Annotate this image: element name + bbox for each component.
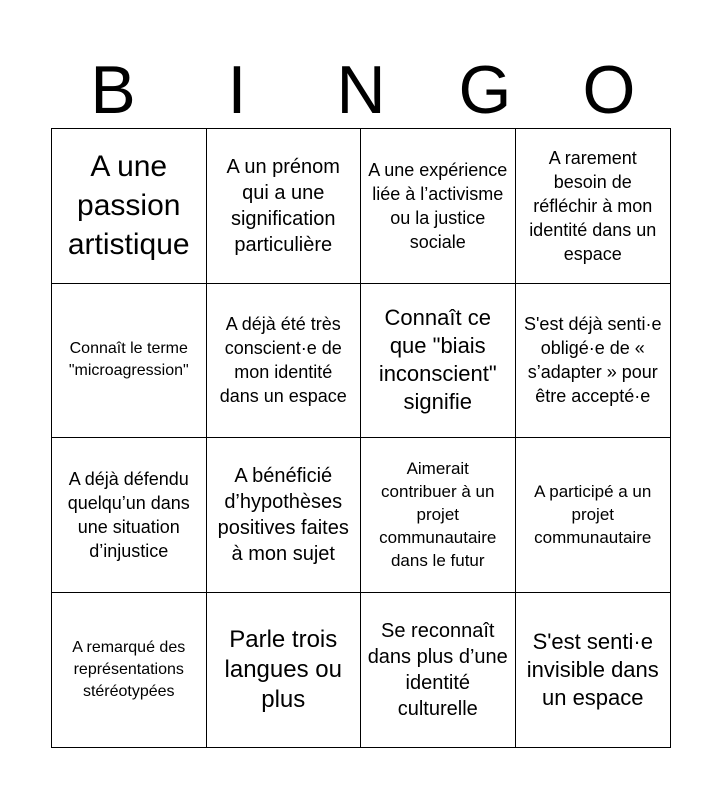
bingo-cell-4-4[interactable] [516,593,671,748]
bingo-cell-text: A participé a un projet communautaire [534,482,652,548]
bingo-cell-1-3[interactable] [361,129,516,284]
bingo-header [51,52,671,128]
bingo-cell-1-4[interactable] [516,129,671,284]
header-letter-i: I [227,52,247,128]
bingo-cell-1-2[interactable] [207,129,362,284]
bingo-cell-text: A une passion artistique [67,150,190,262]
bingo-cell-3-4[interactable] [516,438,671,593]
bingo-cell-4-2[interactable] [207,593,362,748]
bingo-cell-2-2[interactable] [207,284,362,439]
bingo-cell-text: A un prénom qui a une signification particulière [226,155,340,256]
bingo-cell-text: A bénéficié d’hypothèses positives faites à mon sujet [217,464,349,565]
bingo-cell-text: A déjà défendu quelqu’un dans une situation d’injustice [67,468,190,561]
bingo-cell-text: A déjà été très conscient·e de mon identité dans un espace [219,314,347,407]
bingo-cell-text: S'est déjà senti·e obligé·e de « s’adapter » pour être accepté·e [523,314,662,407]
bingo-cell-text: A rarement besoin de réfléchir à mon identité dans un espace [529,147,657,264]
bingo-cell-text: A remarqué des représentations stéréotypées [72,638,186,700]
bingo-cell-text: Se reconnaît dans plus d’une identité culturelle [367,619,508,720]
bingo-cell-4-1[interactable] [52,593,207,748]
bingo-cell-text: Connaît le terme "microagression" [68,340,189,380]
bingo-cell-4-3[interactable] [361,593,516,748]
bingo-cell-3-1[interactable] [52,438,207,593]
bingo-cell-2-3[interactable] [361,284,516,439]
bingo-cell-3-2[interactable] [207,438,362,593]
bingo-cell-1-1[interactable] [52,129,207,284]
bingo-cell-2-4[interactable] [516,284,671,439]
bingo-cell-3-3[interactable] [361,438,516,593]
bingo-grid [51,128,671,748]
bingo-cell-text: S'est senti·e invisible dans un espace [526,628,659,710]
header-letter-g: G [458,52,512,128]
bingo-cell-text: Parle trois langues ou plus [224,625,342,713]
header-letter-n: N [336,52,386,128]
bingo-cell-text: Connaît ce que "biais inconscient" signifie [378,305,497,415]
bingo-cell-2-1[interactable] [52,284,207,439]
bingo-cell-text: A une expérience liée à l’activisme ou la justice sociale [368,159,508,252]
header-letter-o: O [582,52,636,128]
header-letter-b: B [90,52,136,128]
bingo-cell-text: Aimerait contribuer à un projet communautaire dans le futur [379,459,497,571]
